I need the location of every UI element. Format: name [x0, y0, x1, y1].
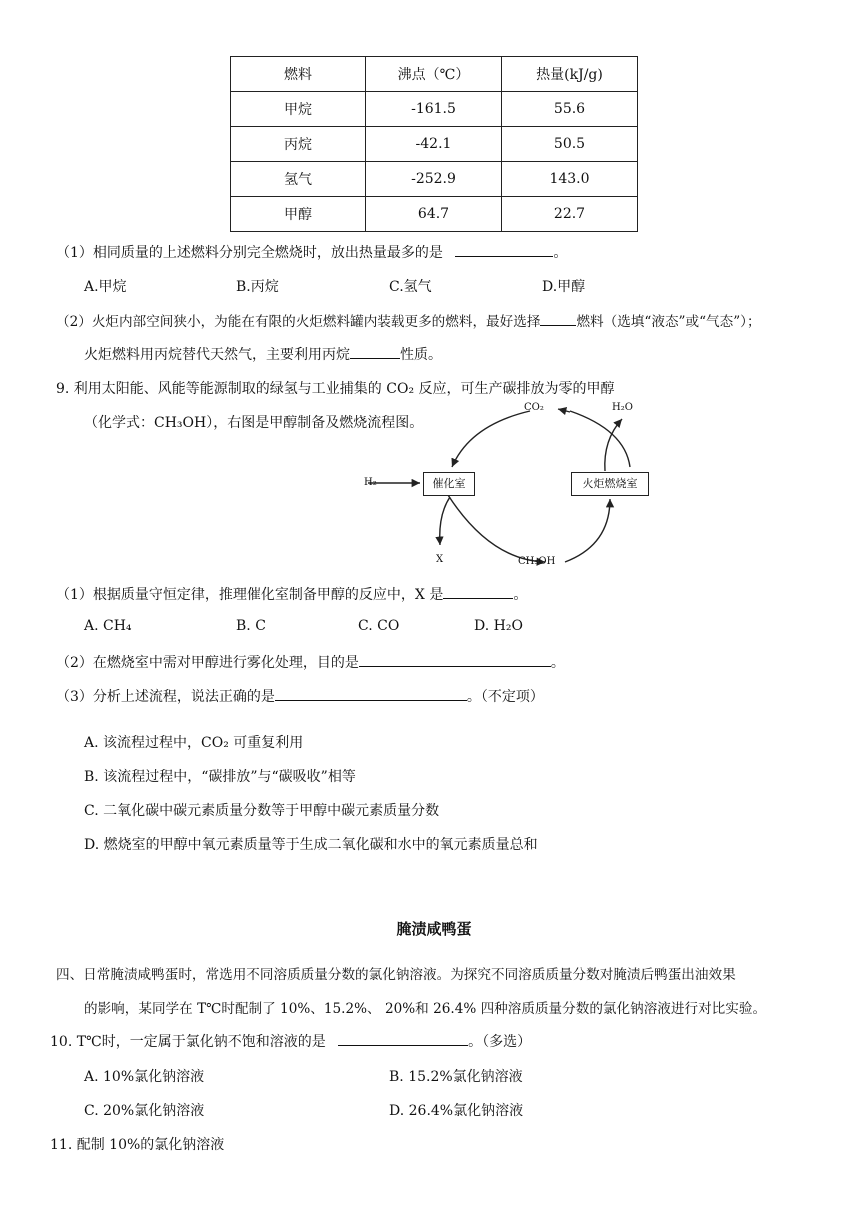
table-cell: -252.9: [366, 162, 502, 197]
q11-stem: 11. 配制 10%的氯化钠溶液: [50, 1137, 225, 1153]
table-cell: 50.5: [502, 127, 638, 162]
label-h2: H₂: [364, 477, 377, 488]
option-b[interactable]: B. C: [236, 618, 266, 634]
table-cell: 64.7: [366, 197, 502, 232]
section-intro-line1: 四、日常腌渍咸鸭蛋时，常选用不同溶质质量分数的氯化钠溶液。为探究不同溶质质量分数对腌渍后鸭蛋出油效果: [56, 967, 736, 983]
option-a[interactable]: A. CH₄: [84, 618, 132, 634]
q10-stem: [50, 1031, 531, 1051]
question-text: （2）火炬内部空间狭小，为能在有限的火炬燃料罐内装载更多的燃料，最好选择: [56, 314, 541, 330]
table-header-cell: 热量(kJ/g): [502, 57, 638, 92]
option-a[interactable]: A.甲烷: [84, 279, 127, 295]
question-end: 。（不定项）: [466, 689, 544, 705]
option-c[interactable]: C. 二氧化碳中碳元素质量分数等于甲醇中碳元素质量分数: [84, 803, 440, 819]
option-b[interactable]: B.丙烷: [236, 279, 279, 295]
option-a[interactable]: A. 该流程过程中，CO₂ 可重复利用: [84, 735, 304, 751]
question-text: 火炬燃料用丙烷替代天然气，主要利用丙烷: [84, 347, 350, 363]
option-b[interactable]: B. 15.2%氯化钠溶液: [389, 1069, 523, 1085]
answer-blank[interactable]: [350, 344, 400, 359]
question-text: （1）相同质量的上述燃料分别完全燃烧时，放出热量最多的是: [56, 245, 443, 261]
answer-blank[interactable]: [455, 242, 553, 257]
table-cell: 55.6: [502, 92, 638, 127]
label-ch3oh: CH₃OH: [518, 556, 556, 567]
question-end: 。: [553, 245, 568, 261]
question-text: （2）在燃烧室中需对甲醇进行雾化处理，目的是: [56, 655, 359, 671]
table-header-row: [231, 57, 638, 92]
q9-part2: [56, 652, 565, 672]
table-row: [231, 162, 638, 197]
table-row: [231, 92, 638, 127]
arrow-co2-to-catalyst: [452, 411, 530, 467]
question-text: 10. T℃时，一定属于氯化钠不饱和溶液的是: [50, 1034, 326, 1050]
option-b[interactable]: B. 该流程过程中，“碳排放”与“碳吸收”相等: [84, 769, 356, 785]
option-c[interactable]: C. CO: [358, 618, 400, 634]
node-burner-room: 火炬燃烧室: [571, 472, 649, 496]
option-d[interactable]: D.甲醇: [542, 279, 586, 295]
option-c[interactable]: C. 20%氯化钠溶液: [84, 1103, 205, 1119]
option-d[interactable]: D. H₂O: [474, 618, 523, 634]
label-x: X: [436, 554, 444, 565]
table-row: [231, 197, 638, 232]
question-end: 。: [513, 587, 528, 603]
question-text: 燃料（选填“液态”或“气态”）；: [576, 314, 761, 330]
table-cell: -161.5: [366, 92, 502, 127]
question-text: （1）根据质量守恒定律，推理催化室制备甲醇的反应中，X 是: [56, 587, 444, 603]
arrow-catalyst-to-x: [440, 497, 450, 545]
table-cell: 甲烷: [231, 92, 366, 127]
section-intro-line2: 的影响，某同学在 T℃时配制了 10%、15.2%、 20%和 26.4% 四种溶质质量分数的氯化钠溶液进行对比实验。: [84, 1001, 767, 1017]
arrow-catalyst-to-ch3oh: [448, 495, 545, 562]
table-cell: 氢气: [231, 162, 366, 197]
table-cell: -42.1: [366, 127, 502, 162]
answer-blank[interactable]: [338, 1031, 468, 1046]
table-cell: 丙烷: [231, 127, 366, 162]
q9-stem-line1: 9. 利用太阳能、风能等能源制取的绿氢与工业捕集的 CO₂ 反应，可生产碳排放为零的甲醇: [56, 381, 615, 397]
question-end: 。: [550, 655, 565, 671]
section-title: 腌渍咸鸭蛋: [396, 920, 472, 938]
label-co2: CO₂: [524, 402, 544, 413]
table-cell: 甲醇: [231, 197, 366, 232]
q8-part2-line2: [84, 344, 442, 364]
answer-blank[interactable]: [540, 311, 576, 326]
table-cell: 143.0: [502, 162, 638, 197]
option-d[interactable]: D. 26.4%氯化钠溶液: [389, 1103, 524, 1119]
question-text: （3）分析上述流程，说法正确的是: [56, 689, 275, 705]
table-cell: 22.7: [502, 197, 638, 232]
option-a[interactable]: A. 10%氯化钠溶液: [84, 1069, 205, 1085]
table-header-cell: 沸点（℃）: [366, 57, 502, 92]
question-end: 。（多选）: [468, 1034, 532, 1050]
node-catalyst-room: 催化室: [423, 472, 475, 496]
fuel-table: [230, 56, 638, 232]
answer-blank[interactable]: [359, 652, 551, 667]
q8-part1: [56, 242, 567, 262]
label-h2o: H₂O: [612, 402, 633, 413]
question-text: 性质。: [400, 347, 442, 363]
table-row: [231, 127, 638, 162]
table-header-cell: 燃料: [231, 57, 366, 92]
answer-blank[interactable]: [275, 686, 467, 701]
option-c[interactable]: C.氢气: [389, 279, 432, 295]
arrow-burner-to-h2o: [605, 419, 622, 471]
q9-stem-line2: （化学式：CH₃OH），右图是甲醇制备及燃烧流程图。: [84, 415, 424, 431]
q9-part1: [56, 584, 527, 604]
q9-part3: [56, 686, 544, 706]
q8-part2-line1: [56, 310, 761, 330]
answer-blank[interactable]: [443, 584, 513, 599]
option-d[interactable]: D. 燃烧室的甲醇中氧元素质量等于生成二氧化碳和水中的氧元素质量总和: [84, 837, 538, 853]
arrow-ch3oh-to-burner: [565, 499, 610, 562]
